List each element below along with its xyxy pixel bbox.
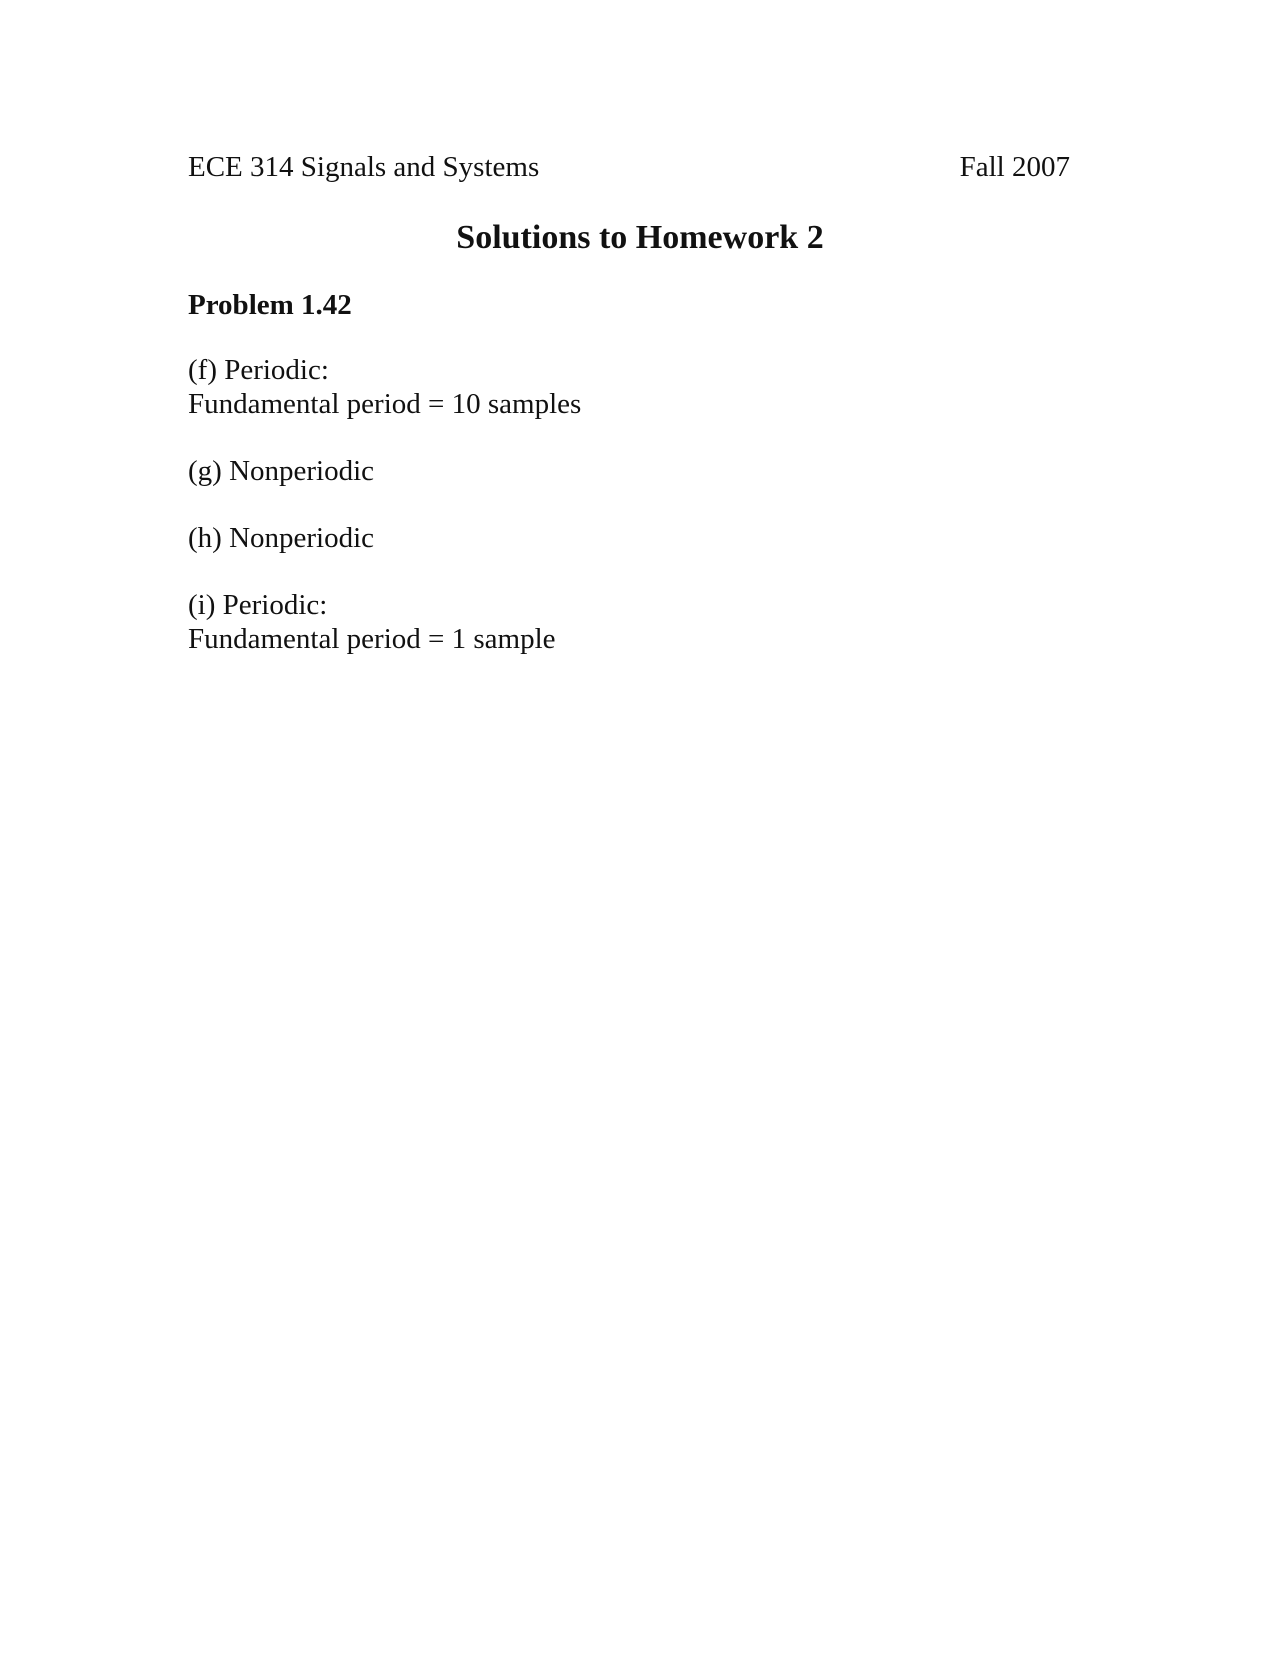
page-title: Solutions to Homework 2 <box>456 219 824 256</box>
answer-label: (f) Periodic: <box>188 354 329 386</box>
answer-detail: Fundamental period = 10 samples <box>188 388 582 420</box>
answer-label: (h) Nonperiodic <box>188 522 375 554</box>
answer-g <box>188 454 581 488</box>
problem-heading: Problem 1.42 <box>188 289 352 321</box>
answer-label: (i) Periodic: <box>188 589 328 621</box>
answer-i <box>188 588 581 656</box>
page-header <box>188 150 1070 184</box>
answer-list <box>188 353 581 689</box>
term: Fall 2007 <box>959 151 1070 183</box>
answer-h <box>188 521 581 555</box>
answer-f <box>188 353 581 421</box>
answer-label: (g) Nonperiodic <box>188 455 375 487</box>
course-name: ECE 314 Signals and Systems <box>188 151 540 183</box>
answer-detail: Fundamental period = 1 sample <box>188 623 556 655</box>
